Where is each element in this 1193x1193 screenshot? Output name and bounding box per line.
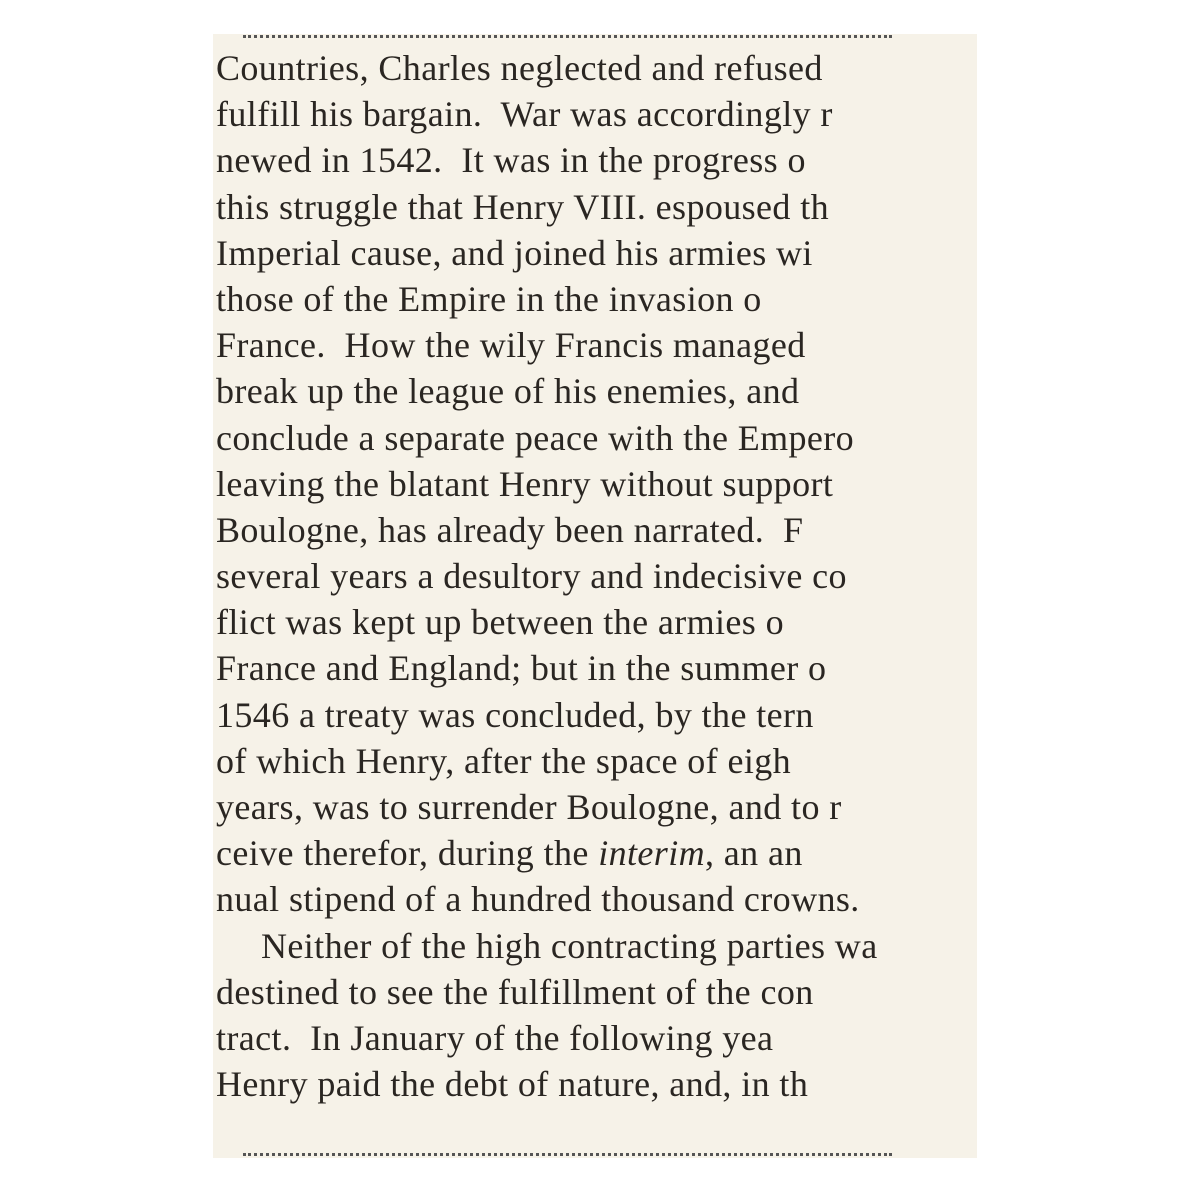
text-line: Countries, Charles neglected and refused	[216, 48, 823, 88]
text-line: France. How the wily Francis managed	[216, 325, 806, 366]
page-text	[216, 45, 977, 1107]
text-line: nual stipend of a hundred thousand crowns.	[216, 879, 860, 920]
cut-off-text-bottom	[213, 1152, 977, 1158]
text-line: newed in 1542. It was in the progress o	[216, 140, 806, 181]
text-line: break up the league of his enemies, and	[216, 371, 800, 412]
text-line: tract. In January of the following yea	[216, 1017, 774, 1058]
book-page-scan	[213, 34, 977, 1158]
text-line: France and England; but in the summer o	[216, 648, 827, 689]
text-line: Boulogne, has already been narrated. F	[216, 509, 804, 550]
text-line-with-italic	[216, 830, 977, 876]
text-line: years, was to surrender Boulogne, and to r	[216, 787, 842, 827]
paragraph-start-line: Neither of the high contracting parties wa	[261, 925, 878, 966]
text-segment: , an an	[705, 833, 803, 874]
text-line: destined to see the fulfillment of the con	[216, 971, 814, 1012]
text-line: Henry paid the debt of nature, and, in th	[216, 1064, 809, 1105]
text-line: of which Henry, after the space of eigh	[216, 740, 792, 781]
text-line: leaving the blatant Henry without support	[216, 463, 834, 504]
text-line: this struggle that Henry VIII. espoused th	[216, 186, 830, 227]
text-line: conclude a separate peace with the Empero	[216, 417, 855, 458]
text-line: 1546 a treaty was concluded, by the tern	[216, 694, 814, 735]
cut-off-text-top	[213, 34, 977, 40]
text-line: Imperial cause, and joined his armies wi	[216, 232, 813, 273]
text-line: flict was kept up between the armies o	[216, 602, 785, 643]
text-line: fulfill his bargain. War was accordingly r	[216, 94, 833, 135]
text-line: several years a desultory and indecisive co	[216, 556, 847, 597]
text-segment: ceive therefor, during the	[216, 833, 599, 874]
italic-word: interim	[598, 833, 705, 874]
text-line: those of the Empire in the invasion o	[216, 278, 762, 319]
